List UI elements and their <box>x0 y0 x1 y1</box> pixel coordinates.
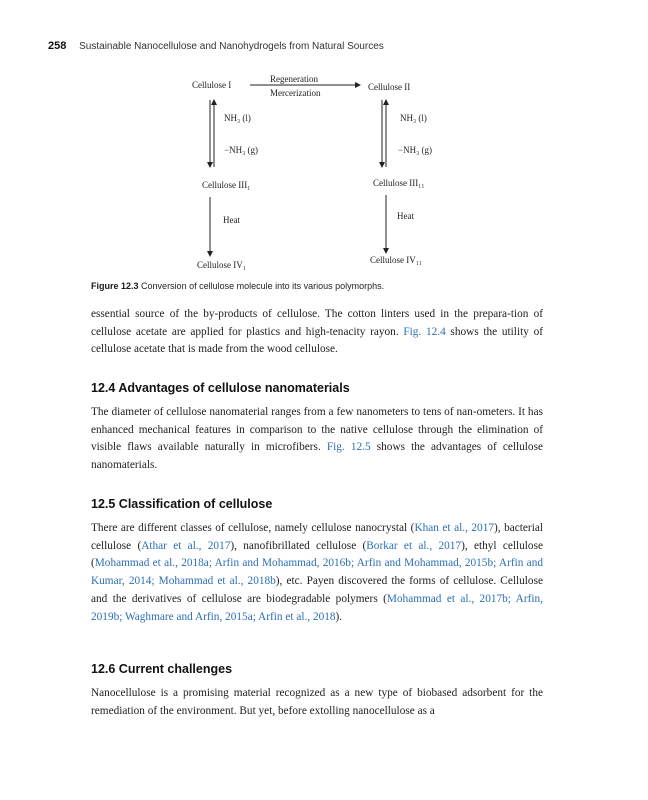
cellulose-iv1-label: Cellulose IV₁ <box>197 260 246 270</box>
cellulose-iv11-label: Cellulose IV₁₁ <box>370 255 423 265</box>
ref-athar-link[interactable]: Athar et al., 2017 <box>141 539 231 552</box>
s125-t5: ), etc. Payen discovered the forms of cellulose. Cellulose and the derivatives of cellulose are biodegradable polymers ( <box>91 575 543 605</box>
cellulose-ii-label: Cellulose II <box>368 82 411 92</box>
regeneration-label: Regeneration <box>270 74 318 84</box>
paragraph-intro <box>91 306 543 359</box>
running-title: Sustainable Nanocellulose and Nanohydrogels from Natural Sources <box>79 41 384 52</box>
caption-text: Conversion of cellulose molecule into its various polymorphs. <box>141 281 385 291</box>
paragraph-12-6: Nanocellulose is a promising material recognized as a new type of biobased adsorbent for the remediation of the environment. But yet, before extolling nanocellulose as a <box>91 687 543 717</box>
cellulose-i-label: Cellulose I <box>192 80 232 90</box>
ref-ethyl-cellulose-links[interactable]: Mohammad et al., 2018a; Arfin and Mohammad, 2016b; Arfin and Mohammad, 2015b; Arfin and Kumar, 2014; Mohammad et al., 2018b <box>91 557 543 588</box>
nh3-liquid-right: NH₃ (l) <box>400 113 427 123</box>
cellulose-iii1-label: Cellulose III₁ <box>202 180 251 190</box>
fig-12-5-link[interactable]: Fig. 12.5 <box>326 441 371 454</box>
paragraph-12-5 <box>91 520 543 626</box>
para1-text-a: essential source of the by-products of cellulose. The cotton linters used in the prepara-tion of cellulose acetate are applied for plastics and high-tenacity rayon. <box>91 308 543 338</box>
heading-12-5: 12.5 Classification of cellulose <box>91 497 273 511</box>
heat-right-label: Heat <box>397 211 414 221</box>
heading-12-4: 12.4 Advantages of cellulose nanomaterials <box>91 381 350 395</box>
figure-arrows <box>170 70 470 275</box>
running-header <box>48 40 384 52</box>
s125-t2: ), bacterial cellulose ( <box>91 522 543 552</box>
ref-khan-link[interactable]: Khan et al., 2017 <box>414 522 494 534</box>
nh3-liquid-left: NH₃ (l) <box>224 113 251 123</box>
ref-biodegradable-links[interactable]: Mohammad et al., 2017b; Arfin, 2019b; Waghmare and Arfin, 2015a; Arfin et al., 2018 <box>91 592 543 623</box>
para1-text-b: shows the utility of cellulose acetate that is made from the wood cellulose. <box>91 325 543 356</box>
s125-t4: ), ethyl cellulose ( <box>91 539 543 570</box>
mercerization-label: Mercerization <box>270 88 321 98</box>
s125-t1: There are different classes of cellulose, namely cellulose nanocrystal ( <box>91 522 415 534</box>
figure-caption <box>91 281 384 291</box>
heading-12-6: 12.6 Current challenges <box>91 662 233 676</box>
polymorph-figure <box>170 70 470 275</box>
s125-t6: ). <box>335 610 343 623</box>
ref-borkar-link[interactable]: Borkar et al., 2017 <box>366 539 462 552</box>
heat-left-label: Heat <box>223 215 240 225</box>
cellulose-iii11-label: Cellulose III₁₁ <box>373 178 425 188</box>
s124-text-a: The diameter of cellulose nanomaterial ranges from a few nanometers to tens of nan-ometers. It has enhanced mechanical features in comparison to the native cellulose through the elimination of visible flaws available naturally in microfibers. <box>91 406 543 454</box>
page-number: 258 <box>48 40 67 52</box>
s124-text-b: shows the advantages of cellulose nanomaterials. <box>91 441 543 472</box>
paragraph-12-4 <box>91 404 543 475</box>
caption-label: Figure 12.3 <box>91 281 139 291</box>
fig-12-4-link[interactable]: Fig. 12.4 <box>403 325 446 338</box>
s125-t3: ), nanofibrillated cellulose ( <box>230 539 367 552</box>
nh3-gas-right: −NH₃ (g) <box>398 145 432 155</box>
nh3-gas-left: −NH₃ (g) <box>224 145 258 155</box>
